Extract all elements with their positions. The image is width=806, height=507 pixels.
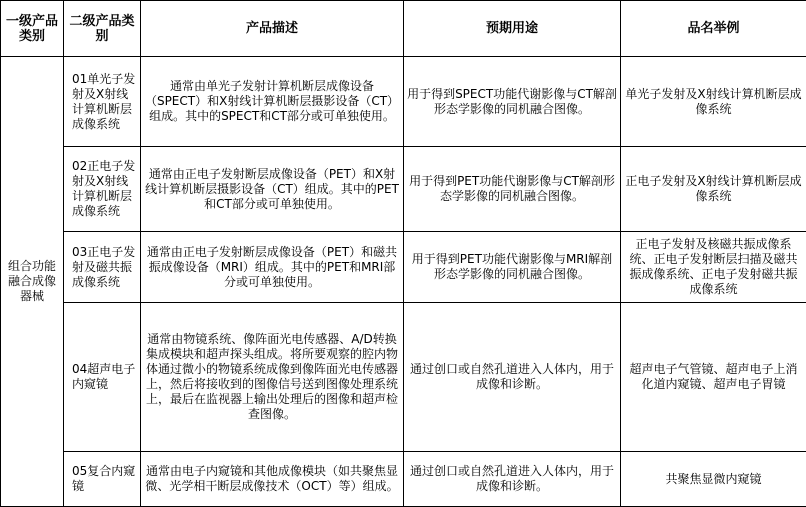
description-cell: 通常由物镜系统、像阵面光电传感器、A/D转换集成模块和超声探头组成。将所要观察的腔内物体通过微小的物镜系统成像到像阵面光电传感器上，然后将接收到的图像信号送到图像处理系统上，最后在监视器上输出处理后的图像和超声检查图像。 [141, 303, 404, 452]
header-examples: 品名举例 [621, 1, 806, 57]
examples-cell: 共聚焦显微内窥镜 [621, 452, 806, 507]
header-row [1, 1, 806, 57]
table-row [1, 232, 806, 303]
description-cell: 通常由正电子发射断层成像设备（PET）和磁共振成像设备（MRI）组成。其中的PET和MRI部分或可单独使用。 [141, 232, 404, 303]
level2-category-cell: 05复合内窥镜 [64, 452, 141, 507]
header-level1: 一级产品类别 [1, 1, 64, 57]
examples-cell: 正电子发射及核磁共振成像系统、正电子发射断层扫描及磁共振成像系统、正电子发射磁共振成像系统 [621, 232, 806, 303]
level2-category-cell: 03正电子发射及磁共振成像系统 [64, 232, 141, 303]
examples-cell: 单光子发射及X射线计算机断层成像系统 [621, 57, 806, 147]
description-cell: 通常由电子内窥镜和其他成像模块（如共聚焦显微、光学相干断层成像技术（OCT）等）组成。 [141, 452, 404, 507]
table-row [1, 147, 806, 232]
table-row [1, 452, 806, 507]
level2-category-cell: 04超声电子内窥镜 [64, 303, 141, 452]
examples-cell: 正电子发射及X射线计算机断层成像系统 [621, 147, 806, 232]
intended-use-cell: 用于得到SPECT功能代谢影像与CT解剖形态学影像的同机融合图像。 [404, 57, 621, 147]
intended-use-cell: 通过创口或自然孔道进入人体内，用于成像和诊断。 [404, 452, 621, 507]
intended-use-cell: 用于得到PET功能代谢影像与MRI解剖形态学影像的同机融合图像。 [404, 232, 621, 303]
examples-cell: 超声电子气管镜、超声电子上消化道内窥镜、超声电子胃镜 [621, 303, 806, 452]
header-description: 产品描述 [141, 1, 404, 57]
intended-use-cell: 通过创口或自然孔道进入人体内，用于成像和诊断。 [404, 303, 621, 452]
level2-category-cell: 02正电子发射及X射线计算机断层成像系统 [64, 147, 141, 232]
table-row [1, 303, 806, 452]
table-row [1, 57, 806, 147]
header-intended-use: 预期用途 [404, 1, 621, 57]
description-cell: 通常由正电子发射断层成像设备（PET）和X射线计算机断层摄影设备（CT）组成。其中的PET和CT部分或可单独使用。 [141, 147, 404, 232]
level2-category-cell: 01单光子发射及X射线计算机断层成像系统 [64, 57, 141, 147]
level1-category-cell: 组合功能融合成像器械 [1, 57, 64, 507]
intended-use-cell: 用于得到PET功能代谢影像与CT解剖形态学影像的同机融合图像。 [404, 147, 621, 232]
header-level2: 二级产品类别 [64, 1, 141, 57]
description-cell: 通常由单光子发射计算机断层成像设备（SPECT）和X射线计算机断层摄影设备（CT）组成。其中的SPECT和CT部分或可单独使用。 [141, 57, 404, 147]
